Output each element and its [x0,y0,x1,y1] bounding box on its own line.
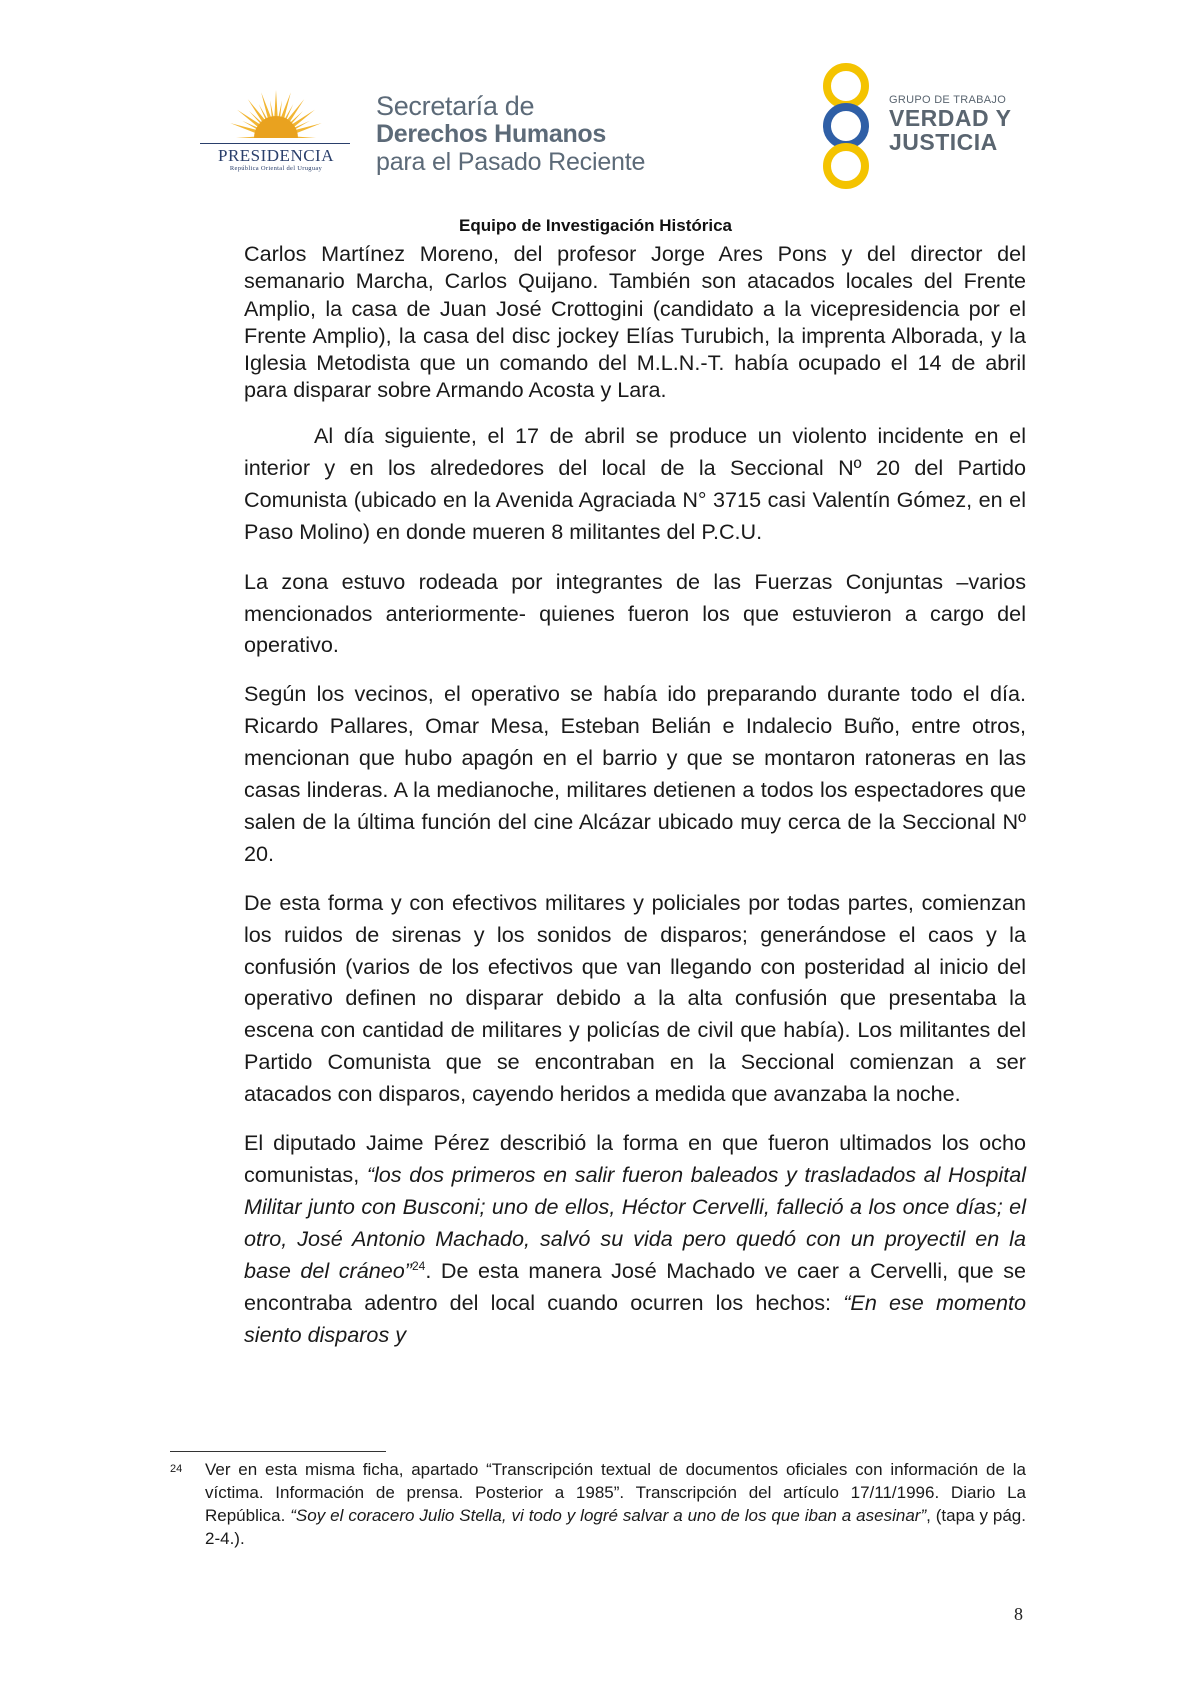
gvj-small-label: GRUPO DE TRABAJO [889,94,1007,106]
footnote [170,1458,1026,1550]
paragraph-2: Al día siguiente, el 17 de abril se produce un violento incidente en el interior y en los alrededores del local de la Seccional Nº 20 del Partido Comunista (ubicado en la Avenida Agraciada N° 3715 casi Valentín Gómez, en el Paso Molino) en donde mueren 8 militantes del P.C.U. [244,422,1026,545]
presidencia-sun-logo [196,80,356,200]
presidencia-subtitle: República Oriental del Uruguay [229,165,323,172]
footnote-text-a: Ver en esta misma ficha, apartado “Transcripción textual de documentos oficiales con información de la víctima. Información de prensa. Posterior a 1985”. Transcripción del artículo 17/11/1996. Diario La República. [205,1460,1026,1525]
secretaria-line-1: Secretaría de [376,91,535,121]
presidencia-divider [200,143,350,144]
paragraph-6-intro: El diputado Jaime Pérez describió la forma en que fueron ultimados los ocho comunistas, [244,1130,1026,1187]
secretaria-line-2: Derechos Humanos [376,120,606,148]
paragraph-6-quote-2: “En ese momento siento disparos y [244,1289,1026,1347]
paragraph-5: De esta forma y con efectivos militares y policiales por todas partes, comienzan los ruidos de sirenas y los sonidos de disparos; generándose el caos y la confusión (varios de los efectivos que van llegando con posteridad al inicio del operativo definen no disparar debido a la alta confusión que presentaba la escena con cantidad de militares y policías de civil que había). Los militantes del Partido Comunista que se encontraban en la Seccional comienzan a ser atacados con disparos, cayendo heridos a medida que avanzaba la noche. [244,889,1026,1107]
footnote-quote: “Soy el coracero Julio Stella, vi todo y logré salvar a uno de los que iban a asesinar” [290,1506,927,1525]
footnote-divider [170,1451,386,1452]
paragraph-6-quote-1: “los dos primeros en salir fueron baleados y trasladados al Hospital Militar junto con Busconi; uno de ellos, Héctor Cervelli, falleció a los once días; el otro, José Antonio Machado, salvó su vida pero quedó con un proyectil en la base del cráneo” [244,1162,1027,1283]
team-title: Equipo de Investigación Histórica [459,216,732,235]
page-number: 8 [1014,1604,1023,1624]
secretaria-line-3: para el Pasado Reciente [376,148,646,176]
verdad-justicia-text [889,94,1011,154]
paragraph-3: La zona estuvo rodeada por integrantes de las Fuerzas Conjuntas –varios mencionados anteriormente- quienes fueron los que estuvieron a cargo del operativo. [244,568,1026,658]
paragraph-4: Según los vecinos, el operativo se había ido preparando durante todo el día. Ricardo Pallares, Omar Mesa, Esteban Belián e Indalecio Buño, entre otros, mencionan que hubo apagón en el barrio y que se montaron ratoneras en las casas linderas. A la medianoche, militares detienen a todos los espectadores que salen de la última función del cine Alcázar ubicado muy cerca de la Seccional Nº 20. [244,681,1026,866]
gvj-line-2: JUSTICIA [889,129,998,155]
page-header [0,0,1191,215]
document-body [244,240,1026,1350]
footnote-text [205,1458,1026,1550]
gvj-line-1: VERDAD Y [889,105,1012,131]
paragraph-1: Carlos Martínez Moreno, del profesor Jorge Ares Pons y del director del semanario Marcha, Carlos Quijano. También son atacados locales del Frente Amplio, la casa de Juan José Crottogini (candidato a la vicepresidencia por el Frente Amplio), la casa del disc jockey Elías Turubich, la imprenta Alborada, y la Iglesia Metodista que un comando del M.L.N.-T. había ocupado el 14 de abril para disparar sobre Armando Acosta y Lara. [244,241,1026,403]
secretaria-logo-text [376,92,645,176]
presidencia-name: PRESIDENCIA [217,146,334,165]
footnote-reference[interactable]: 24 [411,1258,426,1273]
paragraph-6 [244,1127,1026,1350]
paragraph-6-continuation: . De esta manera José Machado ve caer a Cervelli, que se encontraba adentro del local cuando ocurren los hechos: [244,1257,1026,1315]
verdad-justicia-rings-logo [810,62,882,190]
footnote-number: 24 [170,1463,183,1475]
footnote-text-b: , (tapa y pág. 2-4.). [205,1506,1026,1548]
